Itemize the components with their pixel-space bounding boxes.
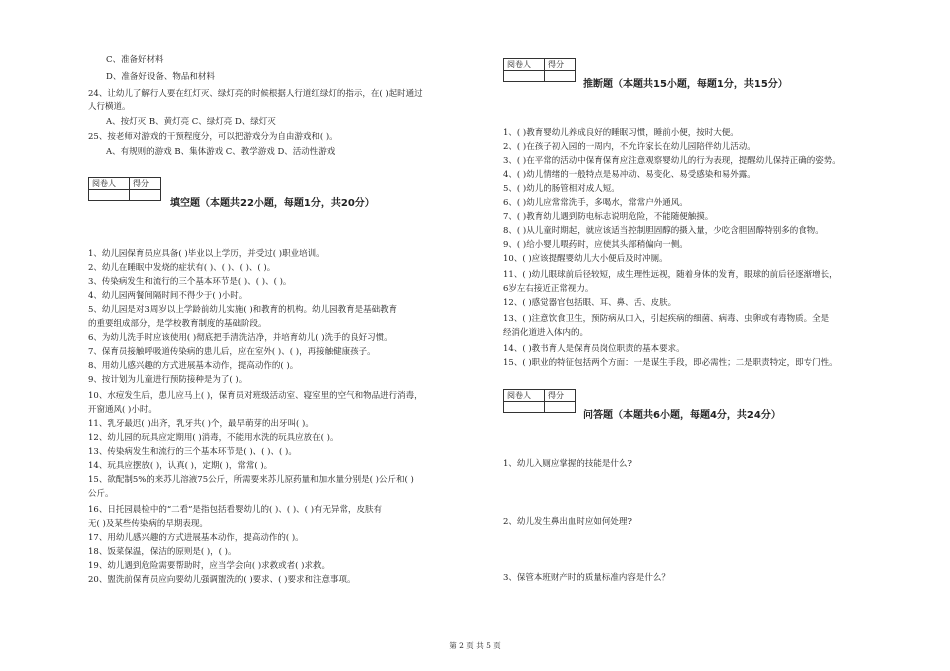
- question-line: 5、幼儿园是对3周岁以上学龄前幼儿实施( )和教育的机构。幼儿园教育是基础教育: [88, 305, 398, 315]
- reviewer-cell: [504, 71, 545, 82]
- score-cell: [545, 71, 576, 82]
- question-line: 19、幼儿遇到危险需要帮助时，应当学会向( )求救或者( )求救。: [88, 561, 330, 571]
- question-line: 18、饭菜保温，保洁的原则是( )，( )。: [88, 547, 237, 557]
- question-line: 6、为幼儿洗手时应该使用( )彻底把手清洗洁净，并培育幼儿( )洗手的良好习惯。: [88, 333, 393, 343]
- section-title: 填空题（本题共22小题，每题1分，共20分）: [170, 198, 375, 209]
- judge-score-table: [503, 58, 576, 82]
- question-line: 10、水痘发生后，患儿应马上( )，保育员对班级活动室、寝室里的空气和物品进行消毒，: [88, 391, 423, 401]
- judge-item: 8、( )从儿童时期起，就应该适当控制胆固醇的摄入量，少吃含胆固醇特别多的食物。: [503, 226, 824, 236]
- qa-item: 1、幼儿入厕应掌握的技能是什么?: [503, 459, 632, 469]
- judge-item: 7、( )教育幼儿遇到防电标志说明危险，不能随便触摸。: [503, 212, 714, 222]
- qa-score-table: [503, 389, 576, 413]
- option-line: C、准备好材料: [106, 55, 164, 65]
- score-header: 得分: [130, 178, 161, 190]
- judge-item: 2、( )在孩子初入园的一周内，不允许家长在幼儿园陪伴幼儿活动。: [503, 142, 756, 152]
- question-line: 开窗通风( )小时。: [88, 405, 157, 415]
- question-line: 8、用幼儿感兴趣的方式进展基本动作，提高动作的( )。: [88, 361, 299, 371]
- judge-item: 6、( )幼儿应常常洗手，多喝水，常常户外通风。: [503, 198, 688, 208]
- reviewer-cell: [89, 190, 130, 201]
- page-footer: 第 2 页 共 5 页: [449, 641, 501, 650]
- judge-item: 12、( )感觉器官包括眼、耳、鼻、舌、皮肤。: [503, 298, 677, 308]
- judge-item: 3、( )在平常的活动中保育保育应注意观察婴幼儿的行为表现，提醒幼儿保持正确的姿势。: [503, 156, 841, 166]
- question-line: 7、保育员接触呼吸道传染病的患儿后，应在室外( )、( )，再接触健康孩子。: [88, 347, 376, 357]
- reviewer-header: 阅卷人: [504, 390, 545, 402]
- judge-item: 经消化道进入体内的。: [503, 328, 589, 338]
- judge-section-title: 推断题（本题共15小题，每题1分，共15分）: [583, 79, 788, 90]
- question-line: 9、按计划为儿童进行预防接种是为了( )。: [88, 375, 248, 385]
- question-line: 的重要组成部分，是学校教育制度的基础阶段。: [88, 319, 267, 329]
- judge-item: 4、( )幼儿情绪的一般特点是易冲动、易变化、易受感染和易外露。: [503, 170, 756, 180]
- question-line: 17、用幼儿感兴趣的方式进展基本动作，提高动作的( )。: [88, 533, 304, 543]
- score-cell: [545, 402, 576, 413]
- score-header: 得分: [545, 59, 576, 71]
- question-line: 2、幼儿在睡眠中发烧的症状有( )、( )、( )、( )。: [88, 263, 276, 273]
- question-line: 24、让幼儿了解行人要在红灯灭、绿灯亮的时候根据人行道红绿灯的指示，在( )起时通过: [88, 89, 423, 99]
- option-line: D、准备好设备、物品和材料: [106, 72, 215, 82]
- judge-item: 1、( )教育婴幼儿养成良好的睡眠习惯，睡前小便，按时大便。: [503, 128, 739, 138]
- question-line: 人行横道。: [88, 102, 131, 112]
- score-table: [88, 177, 161, 201]
- reviewer-cell: [504, 402, 545, 413]
- score-cell: [130, 190, 161, 201]
- question-line: 12、幼儿园的玩具应定期用( )消毒，不能用水洗的玩具应放在( )。: [88, 433, 339, 443]
- question-line: 3、传染病发生和流行的三个基本环节是( )、( )、( )。: [88, 277, 292, 287]
- question-line: 20、盥洗前保育员应向要幼儿强调盥洗的( )要求、( )要求和注意事项。: [88, 575, 356, 585]
- judge-item: 6岁左右接近正常视力。: [503, 284, 594, 294]
- reviewer-header: 阅卷人: [89, 178, 130, 190]
- score-header: 得分: [545, 390, 576, 402]
- qa-item: 2、幼儿发生鼻出血时应如何处理?: [503, 517, 632, 527]
- question-line: 13、传染病发生和流行的三个基本环节是( )、( )、( )。: [88, 447, 297, 457]
- question-line: 14、玩具应摆放( )，认真( )，定期( )，常常( )。: [88, 461, 273, 471]
- question-line: 公斤。: [88, 489, 114, 499]
- qa-item: 3、保管本班财产时的质量标准内容是什么？: [503, 573, 670, 583]
- judge-item: 9、( )给小婴儿喂药时，应使其头部稍偏向一侧。: [503, 240, 688, 250]
- question-line: 11、乳牙最迟( )出齐，乳牙共( )个，最早萌芽的出牙叫( )。: [88, 419, 314, 429]
- qa-section-title: 问答题（本题共6小题，每题4分，共24分）: [583, 410, 781, 421]
- question-line: 15、欲配制5%的来苏儿溶液75公斤，所需要来苏儿原药量和加水量分别是( )公斤和( ): [88, 475, 414, 485]
- option-line: A、按灯灭 B、黄灯亮 C、绿灯亮 D、绿灯灭: [106, 117, 276, 127]
- question-line: 25、按老师对游戏的干预程度分，可以把游戏分为自由游戏和( )。: [88, 132, 338, 142]
- judge-item: 5、( )幼儿的肠管相对成人短。: [503, 184, 620, 194]
- question-line: 1、幼儿园保育员应具备( )毕业以上学历，并受过( )职业培训。: [88, 249, 325, 259]
- judge-item: 11、( )幼儿眼球前后径较短，成生理性远视，随着身体的发育，眼球的前后径逐渐增长，: [503, 270, 838, 280]
- judge-item: 10、( )应该提醒婴幼儿大小便后及时冲厕。: [503, 254, 668, 264]
- question-line: 16、日托园晨检中的“二看”是指包括看婴幼儿的( )、( )、( )有无异常，皮肤有: [88, 505, 383, 515]
- judge-item: 15、( )职业的特征包括两个方面：一是谋生手段，即必需性；二是职责特定，即专门性。: [503, 358, 838, 368]
- judge-item: 13、( )注意饮食卫生，预防病从口入，引起疾病的细菌、病毒、虫卵或有毒物质。全是: [503, 314, 830, 324]
- reviewer-header: 阅卷人: [504, 59, 545, 71]
- judge-item: 14、( )教书育人是保育员岗位职责的基本要求。: [503, 344, 685, 354]
- question-line: 无( )及某些传染病的早期表现。: [88, 519, 208, 529]
- option-line: A、有规则的游戏 B、集体游戏 C、教学游戏 D、活动性游戏: [106, 147, 336, 157]
- question-line: 4、幼儿园两餐间隔时间不得少于( )小时。: [88, 291, 248, 301]
